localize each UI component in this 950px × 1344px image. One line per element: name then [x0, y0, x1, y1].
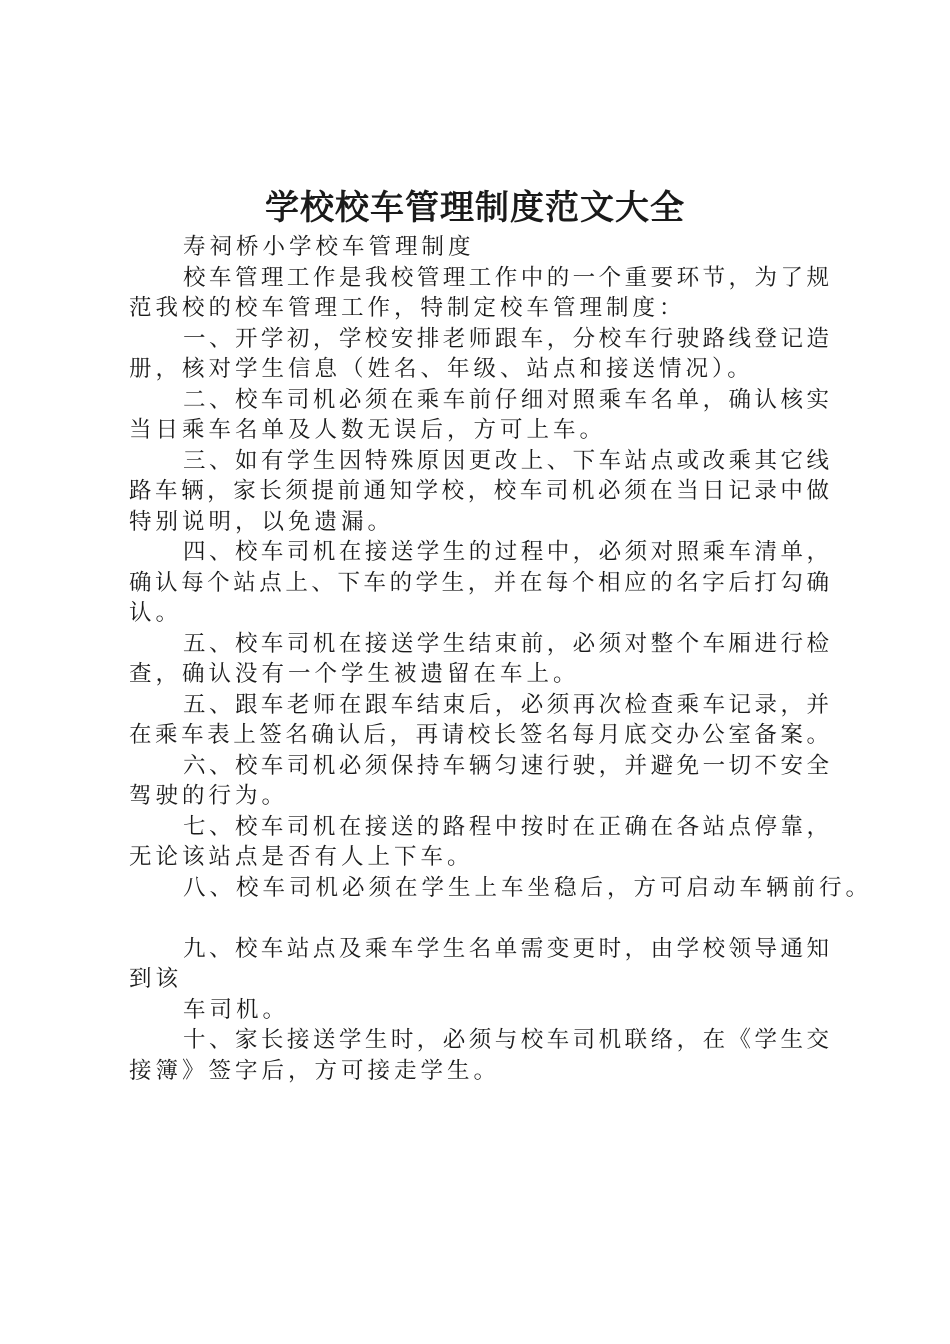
text-line: 范我校的校车管理工作，特制定校车管理制度： [129, 295, 686, 321]
text-line: 路车辆，家长须提前通知学校，校车司机必须在当日记录中做 [129, 478, 831, 504]
document-body [129, 232, 873, 1086]
text-line: 到该 [129, 966, 183, 992]
text-line: 三、如有学生因特殊原因更改上、下车站点或改乘其它线 [183, 447, 831, 474]
text-line: 十、家长接送学生时，必须与校车司机联络，在《学生交 [183, 1027, 831, 1053]
text-line: 特别说明，以免遗漏。 [129, 508, 395, 535]
text-line: 确认每个站点上、下车的学生，并在每个相应的名字后打勾确 [129, 569, 831, 596]
text-line: 寿祠桥小学校车管理制度 [183, 234, 475, 260]
text-line: 一、开学初，学校安排老师跟车，分校车行驶路线登记造 [183, 325, 831, 352]
text-line: 九、校车站点及乘车学生名单需变更时，由学校领导通知 [183, 935, 831, 962]
text-line: 二、校车司机必须在乘车前仔细对照乘车名单，确认核实 [183, 386, 831, 413]
text-line: 驾驶的行为。 [129, 783, 289, 809]
text-line: 六、校车司机必须保持车辆匀速行驶，并避免一切不安全 [183, 752, 831, 779]
text-line: 四、校车司机在接送学生的过程中，必须对照乘车清单， [183, 539, 831, 565]
text-line: 七、校车司机在接送的路程中按时在正确在各站点停靠， [183, 813, 831, 840]
document-title: 学校校车管理制度范文大全 [265, 188, 685, 228]
text-line: 五、校车司机在接送学生结束前，必须对整个车厢进行检 [183, 630, 831, 657]
text-line: 八、校车司机必须在学生上车坐稳后，方可启动车辆前行。 [183, 874, 873, 901]
blank-line [129, 903, 831, 934]
text-line: 在乘车表上签名确认后，再请校长签名每月底交办公室备案。 [129, 722, 831, 748]
text-line: 校车管理工作是我校管理工作中的一个重要环节，为了规 [183, 264, 831, 291]
text-line: 当日乘车名单及人数无误后，方可上车。 [129, 417, 607, 443]
text-line: 接簿》签字后，方可接走学生。 [129, 1057, 501, 1084]
text-line: 车司机。 [183, 996, 290, 1023]
text-line: 五、跟车老师在跟车结束后，必须再次检查乘车记录，并 [183, 691, 831, 718]
text-line: 查，确认没有一个学生被遗留在车上。 [129, 661, 580, 687]
text-line: 认。 [129, 600, 183, 626]
text-line: 无论该站点是否有人上下车。 [129, 844, 474, 870]
text-line: 册，核对学生信息（姓名、年级、站点和接送情况）。 [129, 356, 754, 382]
